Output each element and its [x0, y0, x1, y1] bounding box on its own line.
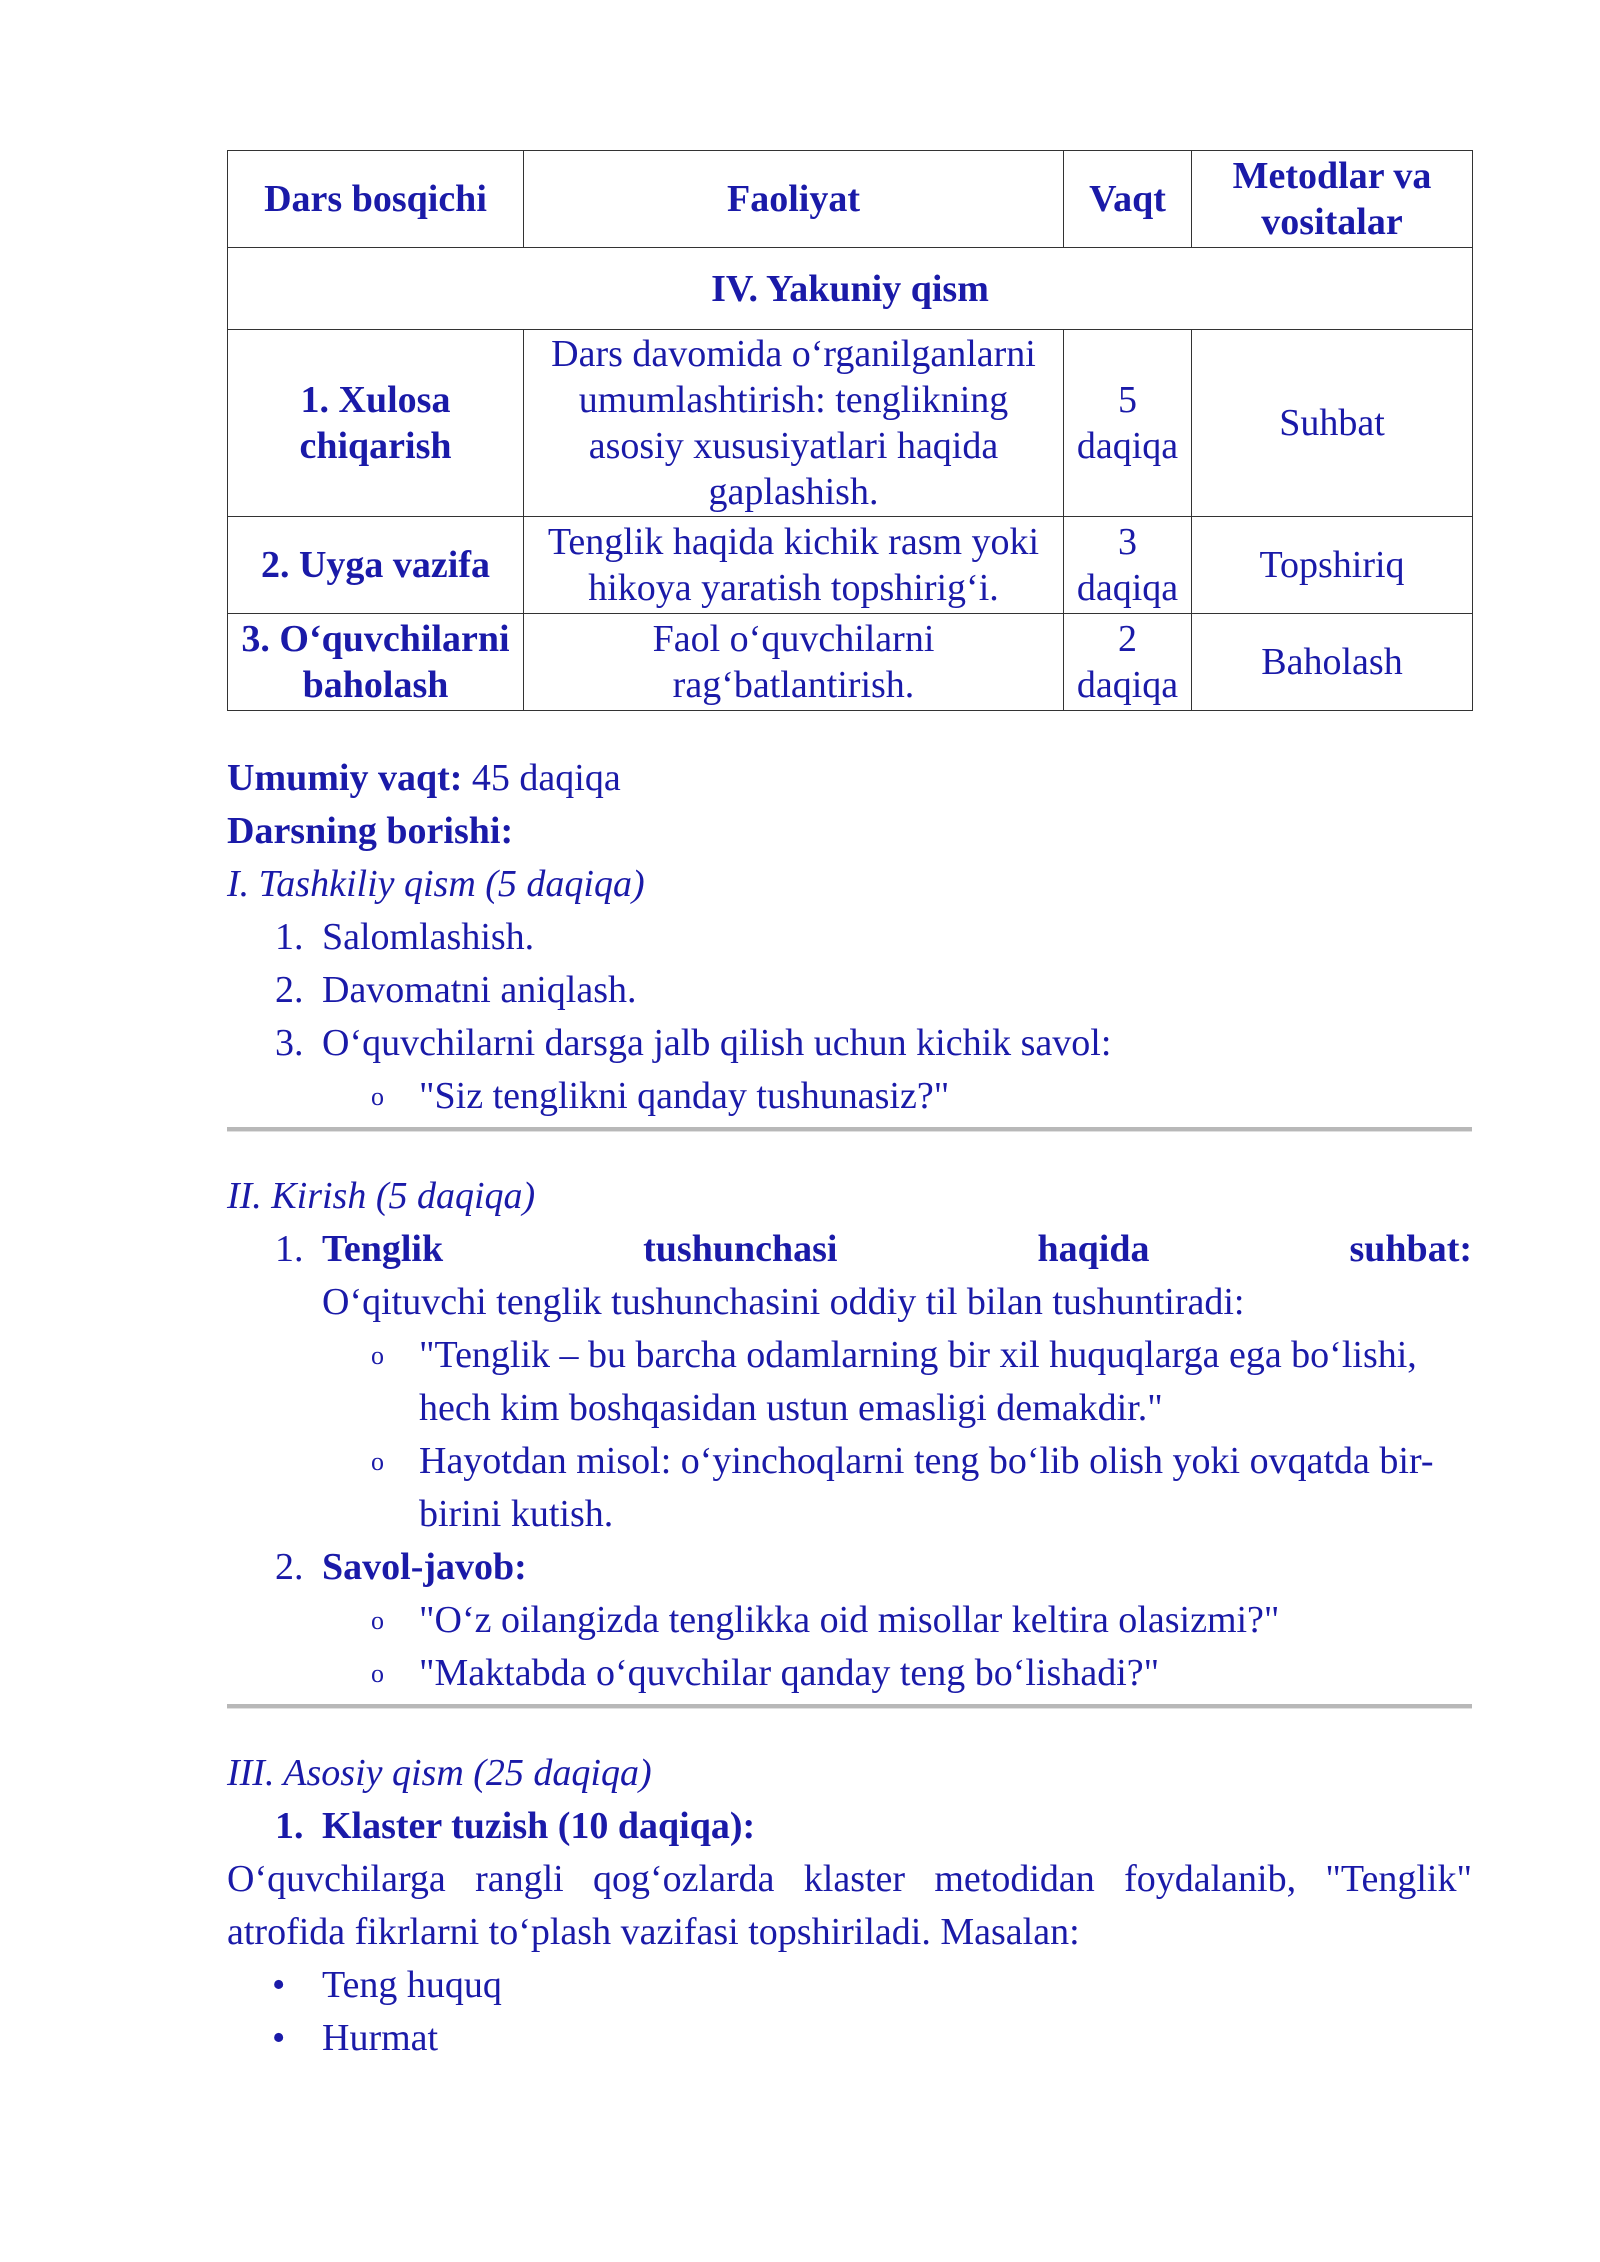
total-time-label: Umumiy vaqt: — [227, 757, 463, 799]
stage-cell: 1. Xulosa chiqarish — [228, 330, 524, 517]
list-item: 1. Klaster tuzish (10 daqiqa): — [275, 1805, 756, 1847]
header-activity: Faoliyat — [524, 151, 1064, 248]
flow-title: Darsning borishi: — [227, 810, 514, 852]
part2-title: II. Kirish (5 daqiqa) — [227, 1175, 536, 1217]
circle-bullet-icon: o — [371, 1659, 384, 1688]
circle-bullet-icon: o — [371, 1341, 384, 1370]
list-item-continuation: O‘qituvchi tenglik tushunchasini oddiy til bilan tushuntiradi: — [322, 1281, 1245, 1323]
header-time: Vaqt — [1064, 151, 1192, 248]
list-item: 1. Salomlashish. — [227, 911, 1472, 964]
list-item-heading: Tenglik tushunchasi haqida suhbat: — [322, 1228, 1472, 1270]
paragraph-line: O‘quvchilarga rangli qog‘ozlarda klaster metodidan foydalanib, "Tenglik" — [227, 1858, 1472, 1900]
circle-bullet-icon: o — [371, 1606, 384, 1635]
part3-title: III. Asosiy qism (25 daqiqa) — [227, 1752, 652, 1794]
paragraph-line: atrofida fikrlarni to‘plash vazifasi topshiriladi. Masalan: — [227, 1911, 1080, 1953]
bullet-dot-icon: • — [272, 2017, 286, 2059]
bullet-dot-icon: • — [272, 1964, 286, 2006]
lesson-plan-table — [227, 150, 1473, 711]
sub-list-item: o "O‘z oilangizda tenglikka oid misollar keltira olasizmi?" — [227, 1594, 1472, 1647]
divider — [227, 1127, 1472, 1132]
table-row — [228, 517, 1473, 614]
list-item-text: Davomatni aniqlash. — [322, 969, 637, 1011]
list-item-text: Salomlashish. — [322, 916, 535, 958]
activity-cell: Tenglik haqida kichik rasm yoki hikoya yaratish topshirig‘i. — [524, 517, 1064, 614]
sub-list-item: o "Tenglik – bu barcha odamlarning bir xil huquqlarga ega bo‘lishi, — [227, 1329, 1472, 1382]
time-cell: 2 daqiqa — [1064, 614, 1192, 711]
list-item-text: O‘quvchilarni darsga jalb qilish uchun kichik savol: — [322, 1022, 1112, 1064]
sub-list-item-continuation: hech kim boshqasidan ustun emasligi demakdir." — [419, 1387, 1163, 1429]
table-header-row — [228, 151, 1473, 248]
stage-cell: 2. Uyga vazifa — [228, 517, 524, 614]
bullet-item: • Teng huquq — [227, 1959, 1472, 2012]
list-item: 1. Tenglik tushunchasi haqida suhbat: — [227, 1223, 1472, 1276]
list-item: 2. Savol-javob: — [275, 1546, 527, 1588]
bullet-item: • Hurmat — [227, 2012, 1472, 2065]
stage-cell: 3. O‘quvchilarni baholash — [228, 614, 524, 711]
sub-list-item-continuation: birini kutish. — [419, 1493, 614, 1535]
sub-list-item — [227, 1070, 1472, 1123]
circle-bullet-icon: o — [371, 1082, 384, 1111]
page-content — [227, 150, 1472, 2065]
method-cell: Suhbat — [1192, 330, 1473, 517]
activity-cell: Dars davomida o‘rganilganlarni umumlashtirish: tenglikning asosiy xususiyatlari haqida gaplashish. — [524, 330, 1064, 517]
header-stage: Dars bosqichi — [228, 151, 524, 248]
sub-list-item: o Hayotdan misol: o‘yinchoqlarni teng bo‘lib olish yoki ovqatda bir- — [227, 1435, 1472, 1488]
time-cell: 5 daqiqa — [1064, 330, 1192, 517]
time-cell: 3 daqiqa — [1064, 517, 1192, 614]
section-title: IV. Yakuniy qism — [228, 248, 1473, 330]
table-section-row — [228, 248, 1473, 330]
total-time — [227, 752, 1472, 805]
method-cell: Baholash — [1192, 614, 1473, 711]
table-row — [228, 330, 1473, 517]
table-row — [228, 614, 1473, 711]
list-item: 2. Davomatni aniqlash. — [227, 964, 1472, 1017]
sub-list-item: o "Maktabda o‘quvchilar qanday teng bo‘lishadi?" — [227, 1647, 1472, 1700]
part1-title: I. Tashkiliy qism (5 daqiqa) — [227, 863, 645, 905]
header-methods: Metodlar va vositalar — [1192, 151, 1473, 248]
method-cell: Topshiriq — [1192, 517, 1473, 614]
sub-item-text: "Siz tenglikni qanday tushunasiz?" — [419, 1075, 950, 1117]
lesson-flow — [227, 752, 1472, 2065]
divider — [227, 1704, 1472, 1709]
activity-cell: Faol o‘quvchilarni rag‘batlantirish. — [524, 614, 1064, 711]
list-item: 3. O‘quvchilarni darsga jalb qilish uchun kichik savol: — [227, 1017, 1472, 1070]
circle-bullet-icon: o — [371, 1447, 384, 1476]
total-time-value: 45 daqiqa — [462, 757, 621, 799]
